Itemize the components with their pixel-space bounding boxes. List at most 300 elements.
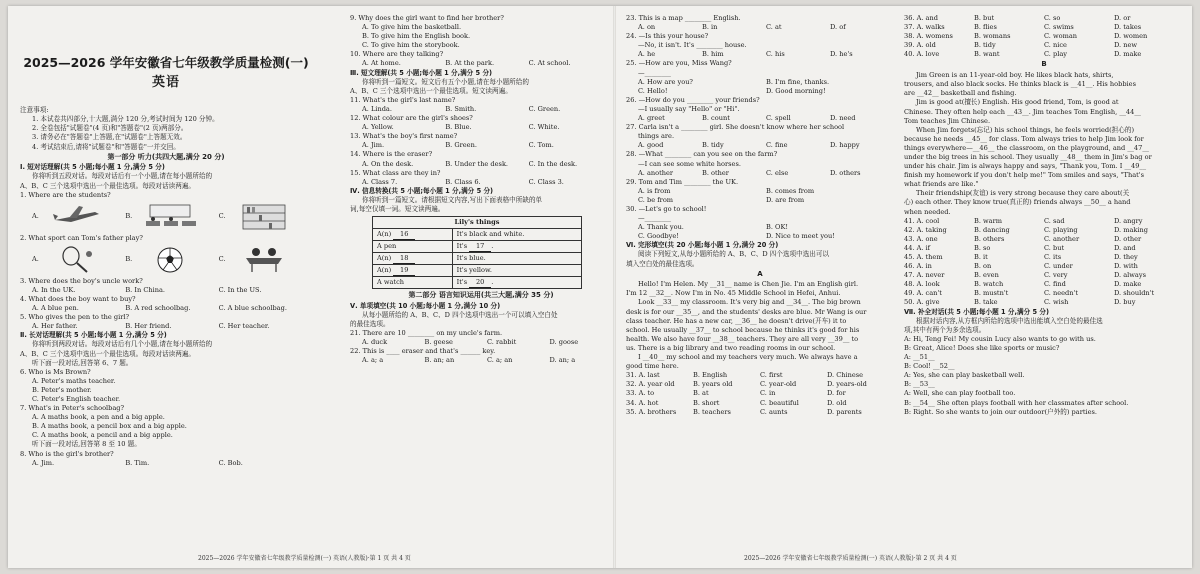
option-a: 37. A. walks [904,23,945,32]
table-row [373,229,582,241]
section-heading: Ⅱ. 长对话理解(共 5 小题;每小题 1 分,满分 5 分) [20,331,167,340]
part-heading: 第二部分 语言知识运用(共三大题,满分 35 分) [408,291,554,300]
question-line: —________ [638,214,671,223]
options [626,232,894,241]
passage-line: trousers, and also black socks. He thinks black is __41__. His hobbies [904,80,1136,89]
passage-line: things everywhere—__46__ the classroom, on the playground, and __47__ [904,143,1149,152]
options [626,408,894,417]
question: 14. Where is the eraser? [350,150,433,159]
option-a: 31. A. last [626,371,660,380]
option-a: A. Class 7. [362,177,398,186]
picture-options: A. B. C. [20,200,312,234]
section-desc: 词,每空仅填一词。短文读两遍。 [350,204,445,213]
option-b: B. English [693,371,728,380]
option-a: A. How are you? [638,77,693,86]
passage-line: Tom teaches Jim Chinese. [904,116,991,125]
passage-line: finish my homework if you don't help me!" Tom smiles and says, "That's [904,171,1144,180]
options [350,160,612,169]
question: 9. Why does the girl want to find her brother? [350,14,504,22]
options [350,338,612,347]
option-c: C. aunts [760,407,788,416]
section-desc: 填入空白处的最佳选项。 [626,259,699,268]
option-b: B. Peter's mother. [32,385,92,394]
note-item: 3. 请务必在"答题卷"上答题,在"试题卷"上答题无效。 [32,133,187,142]
question: 29. Tom and Tim ________ the UK. [626,177,739,186]
subject-title: 英语 [151,75,180,91]
question: 23. This is a map ________ English. [626,14,741,22]
passage-line: because he needs __45__ for class. Tom always tries to help Jim look for [904,134,1144,143]
table-tennis-picture [236,246,292,274]
option-c: C. To give him the storybook. [362,41,460,50]
passage-label: A [757,269,763,278]
option-b: B. others [974,234,1005,243]
option-d: D. and [1114,243,1136,252]
section-desc: 你将听到一篇短文。请根据短文内容,写出下面表格中所缺的单 [362,195,543,204]
option-c: C. Green. [528,104,561,113]
option-c: C. its [1044,253,1062,261]
option-b: B. dancing [974,225,1010,234]
option-c: C. at [766,23,782,32]
option-c: C. find [1044,280,1066,289]
note-item: 1. 本试卷共四部分,十大题,满分 120 分,考试时间为 120 分钟。 [32,115,219,124]
option-b: B. other [702,168,729,177]
option-a: 43. A. one [904,234,938,243]
options [626,50,894,59]
option-b: B. him [702,50,724,59]
option-c: C. swims [1044,23,1074,32]
options [350,356,612,365]
option-b: B. teachers [693,407,731,416]
question: 4. What does the boy want to buy? [20,294,136,303]
question: 6. Who is Ms Brown? [20,367,91,376]
cell-thing: A(n) [377,229,394,238]
options [904,271,1184,280]
option-b: B. womans [974,32,1011,41]
column-1 [20,14,312,468]
option-b: B. mustn't [974,289,1009,298]
column-4 [904,14,1184,417]
option-b: B. Under the desk. [445,159,509,168]
dialog-line: A: Yes, she can play basketball well. [904,371,1025,380]
option-a: 40. A. love [904,50,940,59]
page-footer: 2025—2026 学年安徽省七年级教学质量检测(一) 英语(人教版)·第 2 页 共 4 页 [744,555,957,562]
dialog-line: A: Well, she can play football too. [904,389,1016,398]
options [626,23,894,32]
options [904,235,1184,244]
options [626,141,894,150]
question: 10. Where are they talking? [350,50,444,59]
option-d: D. they [1114,253,1138,261]
option-d: D. old [827,398,847,407]
option-c: C. In the desk. [528,159,578,168]
option-d: D. others [830,168,861,177]
passage-line: Hello! I'm Helen. My __31__ name is Chen Jie. I'm an English girl. [638,280,859,289]
option-c: C. under [1044,262,1073,271]
option-b: B. in [702,23,718,32]
table-row: A watch It's 20 . [373,277,582,289]
option-d: D. Nice to meet you! [766,232,835,241]
section-desc: 阅读下列短文,从每小题所给的 A、B、C、D 四个选项中选出可以 [638,250,830,259]
option-b: B. at [693,389,709,398]
passage-line: school. He usually __37__ to school because he thinks it's good for his [626,325,860,334]
options [626,196,894,205]
option-c: C. very [1044,271,1068,280]
options [350,141,612,150]
option-a: 48. A. look [904,280,940,289]
option-c: C. fine [766,141,788,150]
dialog-line: B: Right. So she wants to join our outdoor(户外的) parties. [904,407,1097,416]
question: 27. Carla isn't a ________ girl. She doesn't know where her school [626,123,845,132]
option-a: A. A blue pen. [32,304,79,313]
option-d: D. need [830,114,856,123]
passage-label: B [1041,60,1047,69]
options [20,304,312,313]
section-desc: 你将听到两段对话。每段对话后有几个小题,请在每小题所给的 [32,340,213,349]
options [350,123,612,132]
option-d: D. years-old [827,380,867,389]
option-a: A. At home. [362,59,401,68]
option-a: A. duck [362,338,388,347]
option-c: C. Peter's English teacher. [32,395,121,403]
option-a: 46. A. in [904,262,932,271]
option-d: D. are from [766,195,805,204]
section-heading: Ⅰ. 短对话理解(共 5 小题;每小题 1 分,满分 5 分) [20,163,165,172]
question: 13. What's the boy's first name? [350,132,458,141]
option-a: A. Thank you. [638,223,684,232]
option-d: D. make [1114,280,1142,289]
option-a: 49. A. can't [904,289,942,298]
classroom-picture [142,203,198,231]
option-a: 33. A. to [626,389,655,398]
question: 7. What's in Peter's schoolbag? [20,404,125,413]
options [626,187,894,196]
options [904,253,1184,262]
question: 12. What colour are the girl's shoes? [350,114,473,123]
option-a: 32. A. year old [626,380,675,389]
section-desc: 的最佳选项。 [350,319,390,328]
question: 3. Where does the boy's uncle work? [20,276,143,285]
options [904,50,1184,59]
option-b: B. Smith. [445,104,477,113]
option-a: 50. A. give [904,298,940,307]
option-a: 38. A. womens [904,32,953,41]
option-d: D. an; a [549,356,576,365]
passage-line: Jim is good at(擅长) English. His good friend, Tom, is good at [916,98,1119,107]
options [904,298,1184,307]
question: 11. What's the girl's last name? [350,95,456,104]
question: 8. Who is the girl's brother? [20,449,114,458]
lily-things-table [372,216,582,289]
passage-line: us. There is a big library and two reading rooms in our school. [626,343,836,352]
section-heading: Ⅵ. 完形填空(共 20 小题;每小题 1 分,满分 20 分) [626,241,779,250]
option-a: A. a; a [362,356,384,365]
option-d: D. other [1114,234,1142,243]
section-desc: A、B、C 三个选项中选出一个最佳选项。每段对话读两遍。 [20,349,195,358]
option-a: 45. A. them [904,253,943,261]
option-b: B. on [974,262,992,271]
dialog-line: B: __53__ [904,380,935,389]
option-b: B. comes from [766,186,815,195]
passage-line: 心) each other. They know true(真正的) friends always __50__ a hand [904,198,1131,207]
option-c: C. be from [638,195,674,204]
option-c: C. year-old [760,380,797,389]
option-b: B. watch [974,280,1004,289]
option-b: B. so [974,243,991,252]
cell-desc: It's [456,277,470,286]
question: 15. What class are they in? [350,168,441,177]
option-c: C. wish [1044,298,1069,307]
column-2 [350,14,612,365]
passage-line: When Jim forgets(忘记) his school things, he feels worried(担心的) [916,125,1135,134]
options [20,322,312,331]
option-a: A. Peter's maths teacher. [32,376,116,385]
option-c: C. first [760,371,783,380]
section-desc: 听下面一段对话,回答第 6、7 题。 [32,358,133,367]
option-a: 39. A. old [904,41,936,50]
question: 24. —Is this your house? [626,32,709,41]
option-b: B. flies [974,23,997,32]
page-fold [613,6,616,568]
option-b: B. count [702,114,730,123]
option-c: C. woman [1044,32,1078,41]
options [626,78,894,87]
option-d: D. Good morning! [766,86,826,95]
notes-title: 注意事项: [20,106,49,115]
tennis-picture [49,246,105,274]
options [626,371,894,380]
question: 5. Who gives the pen to the girl? [20,313,130,322]
option-c: C. At school. [528,59,571,68]
option-d: D. he's [830,50,853,59]
section-heading: Ⅶ. 补全对话(共 5 小题;每小题 1 分,满分 5 分) [904,307,1049,316]
option-c: C. needn't [1044,289,1078,298]
question-line: things are. [638,132,675,141]
dialog-line: B: Great, Alice! Does she like sports or music? [904,343,1060,352]
answer-blank[interactable]: 17 [469,242,491,252]
option-a: A. Jim. [32,458,55,467]
options [904,23,1184,32]
section-desc: 从每小题所给的 A、B、C、D 四个选项中选出一个可以填入空白处 [362,310,558,319]
answer-blank[interactable]: 16 [393,230,415,240]
passage-line: what friends are like." [904,180,979,189]
question-line: —________ [638,68,671,77]
option-c: C. rabbit [487,338,517,347]
option-a: A. Jim. [362,141,385,150]
option-d: D. happy [830,141,860,150]
section-heading: Ⅳ. 信息转换(共 5 小题;每小题 1 分,满分 5 分) [350,186,494,195]
options [904,14,1184,23]
option-d: D. shouldn't [1114,289,1155,298]
option-c: C. Her teacher. [218,322,270,331]
passage-line: under his chair. Jim is always happy and says, "Thank you, Tom. I __49__ [904,162,1147,171]
option-b: B. Tim. [125,458,150,467]
answer-blank[interactable]: 19 [393,266,415,276]
option-c: C. Hello! [638,86,668,95]
option-d: D. takes [1114,23,1142,32]
answer-blank[interactable]: 18 [393,254,415,264]
options [626,169,894,178]
option-b: B. Blue. [445,123,472,132]
passage-line: health. We also have four __38__ teachers. They are all very __39__ to [626,334,859,343]
option-d: D. always [1114,271,1146,280]
exam-title: 2025—2026 学年安徽省七年级教学质量检测(一) [23,55,309,70]
option-c: C. Goodbye! [638,232,679,241]
option-d: D. goose [549,338,579,347]
option-d: D. making [1114,225,1148,234]
passage-line: when needed. [904,207,951,216]
option-a: 41. A. cool [904,216,940,225]
options [904,41,1184,50]
football-picture [142,246,198,274]
option-b: B. warm [974,216,1003,225]
question-line: —I usually say "Hello" or "Hi". [638,104,740,113]
passage-line: Look __33__ my classroom. It's very big and __34__. The big brown [638,298,861,307]
passage-line: I'm 12 __32__. Now I'm in No. 45 Middle School in Hefei, Anhui. [626,289,841,298]
option-b: B. want [974,50,1000,59]
section-desc: 你将听到五段对话。每段对话后有一个小题,请在每小题所给的 [32,172,213,181]
option-a: A. Her father. [32,322,78,331]
passage-line: Jim Green is an 11-year-old boy. He likes black hats, shirts, [916,71,1114,80]
option-b: B. OK! [766,223,789,232]
option-c: C. nice [1044,41,1067,50]
cell-thing: A pen [373,241,453,253]
option-a: A. good [638,141,664,150]
options [20,459,312,468]
passage-line: under the big trees in his school. They usually __48__ them in Jim's bag or [904,152,1152,161]
option-b: B. it [974,253,988,261]
question: 2. What sport can Tom's father play? [20,233,143,242]
option-d: D. Chinese [827,371,864,380]
question: 1. Where are the students? [20,190,111,199]
option-a: A. On the desk. [362,159,414,168]
cell-desc: It's black and white. [452,229,581,241]
option-c: C. playing [1044,225,1078,234]
option-b: B. years old [693,380,733,389]
section-desc: 项,其中有两个为多余选项。 [904,325,986,334]
passage-line: Chinese. They often help each __43__. Jim teaches Tom English, __44__ [904,107,1141,116]
option-b: B. A maths book, a pencil box and a big apple. [32,422,187,431]
option-c: C. in [760,389,776,398]
option-c: C. In the US. [218,285,262,294]
page-footer: 2025—2026 学年安徽省七年级教学质量检测(一) 英语(人教版)·第 1 页 共 4 页 [198,555,411,562]
option-a: 44. A. if [904,243,931,252]
option-c: C. Class 3. [528,177,564,186]
section-heading: Ⅲ. 短文理解(共 5 小题;每小题 1 分,满分 5 分) [350,68,493,77]
option-b: B. geese [424,338,453,347]
option-b: B. Class 6. [445,177,481,186]
options [626,380,894,389]
table-row: A pen It's 17 . [373,241,582,253]
option-b: B. In China. [125,285,165,294]
option-d: D. make [1114,50,1142,59]
option-a: A. on [638,23,656,32]
option-b: B. an; an [424,356,455,365]
passage-line: class teacher. He has a new car, __36__ he doesn't drive(开车) it to [626,316,847,325]
options [626,389,894,398]
option-c: C. his [766,50,785,59]
option-b: B. Her friend. [125,322,172,331]
option-a: A. A maths book, a pen and a big apple. [32,413,165,422]
passage-line: good time here. [626,362,679,371]
options [904,226,1184,235]
question: 21. There are 10 ________ on my uncle's farm. [350,329,503,337]
option-c: C. A maths book, a pencil and a big apple. [32,431,173,440]
option-d: D. women [1114,32,1148,41]
option-c: C. but [1044,243,1065,252]
option-d: D. with [1114,262,1138,271]
dialog-line: B: Cool! __52__ [904,362,955,371]
option-a: 47. A. never [904,271,945,280]
exam-sheet [8,6,1192,568]
option-c: C. spell [766,114,791,123]
option-c: C. Bob. [218,458,243,467]
option-d: D. or [1114,14,1131,22]
options [904,262,1184,271]
column-3 [626,14,894,417]
library-picture [236,203,292,231]
option-c: C. A blue schoolbag. [218,304,287,313]
table-row [373,265,582,277]
option-b: B. short [693,398,720,407]
passage-line: are __42__ basketball and fishing. [904,89,1017,98]
option-a: 35. A. brothers [626,407,677,416]
option-c: C. another [1044,234,1080,243]
question: 26. —How do you ________ your friends? [626,95,760,104]
table-row [373,253,582,265]
option-d: D. parents [827,407,862,416]
note-item: 4. 考试结束后,请将"试题卷"和"答题卷"一并交回。 [32,142,180,151]
dialog-line: A: Hi, Teng Fei! My cousin Lucy also wants to go with us. [904,334,1096,343]
cell-desc: It's yellow. [452,265,581,277]
options [350,178,612,187]
option-a: A. Linda. [362,104,392,113]
option-d: D. new [1114,41,1138,50]
option-b: B. tidy [702,141,724,150]
option-c: C. else [766,168,789,177]
section-desc: 听下面一段对话,回答第 8 至 10 题。 [32,440,141,449]
cell-thing: A(n) [377,265,394,274]
option-a: A. is from [638,186,671,195]
part-heading: 第一部分 听力(共四大题,满分 20 分) [107,152,225,161]
section-desc: 你将听到一篇短文。短文后有五个小题,请在每小题所给的 [362,77,529,86]
option-c: C. so [1044,14,1061,22]
option-a: A. To give him the basketball. [362,23,462,32]
question: 28. —What ________ can you see on the farm? [626,150,778,159]
option-a: A. Yellow. [362,123,394,132]
cell-desc: It's blue. [452,253,581,265]
option-d: D. of [830,23,846,32]
option-b: B. A red schoolbag. [125,304,191,313]
passage-line: Their friendship(友谊) is very strong because they care about(关 [916,189,1130,198]
option-d: D. buy [1114,298,1136,307]
option-c: C. sad [1044,216,1065,225]
cell-desc: It's [456,241,470,250]
question: 30. —Let's go to school! [626,204,707,213]
question-line: —No, it isn't. It's ________ house. [638,41,747,50]
question: 22. This is ____ eraser and that's ______ key. [350,347,496,356]
option-a: 34. A. hot [626,398,659,407]
options [626,114,894,123]
section-desc: A、B、C 三个选项中选出一个最佳选项。短文读两遍。 [350,86,512,95]
option-b: B. but [974,14,995,22]
note-item: 2. 全卷包括"试题卷"(4 页)和"答题卷"(2 页)两部分。 [32,124,188,133]
dialog-line: A: __51__ [904,353,935,362]
dialog-line: B: __54__ She often plays football with her classmates after school. [904,398,1129,407]
answer-blank[interactable]: 20 [469,278,491,288]
option-a: 42. A. taking [904,225,947,234]
option-b: B. At the park. [445,59,495,68]
option-b: B. Green. [445,141,477,150]
